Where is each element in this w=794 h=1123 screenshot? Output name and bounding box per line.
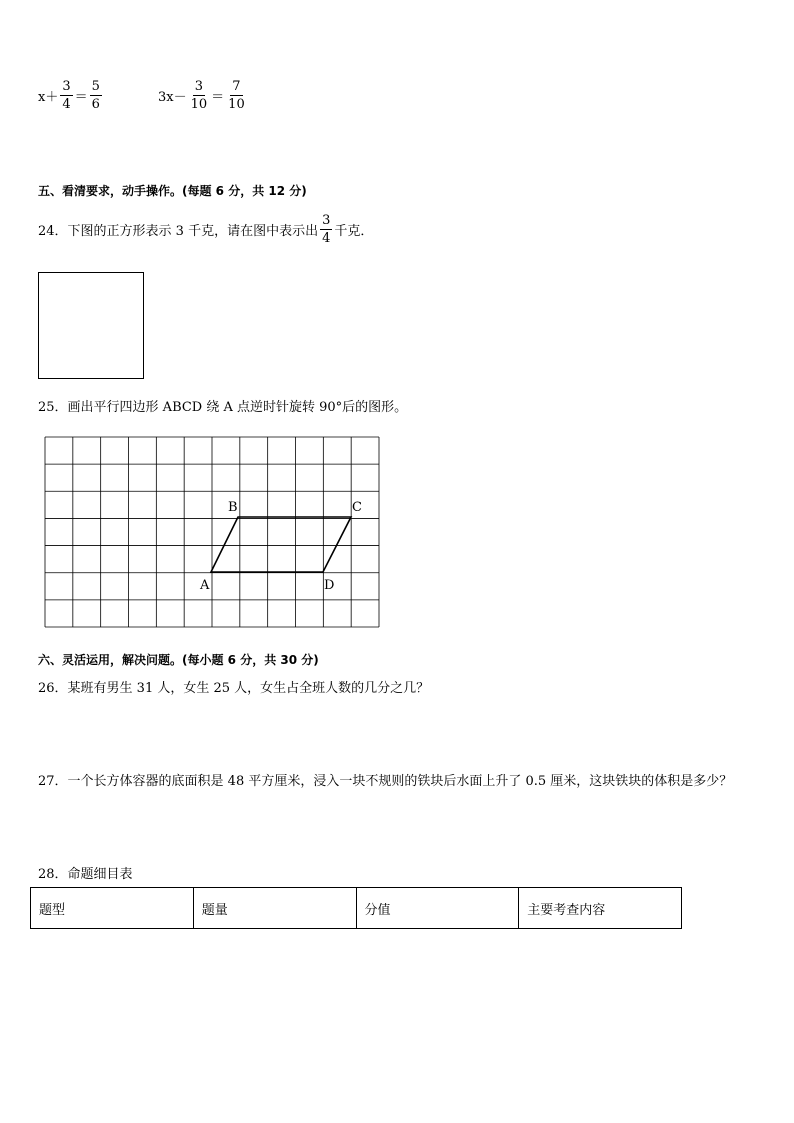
equation-1	[38, 80, 104, 111]
q24-frac-den: 4	[322, 231, 331, 246]
q24-text-after: 千克．	[334, 224, 374, 239]
eq1-fraction-a	[60, 80, 72, 111]
parallelogram-abcd	[211, 517, 351, 572]
square-box[interactable]	[38, 272, 144, 379]
eq2-prefix: 3x－	[158, 90, 187, 105]
eq1-frac-a-num: 3	[62, 79, 71, 94]
eq1-frac-b-num: 5	[91, 79, 100, 94]
table-header-cell: 分值	[356, 888, 519, 929]
q24-frac-num: 3	[322, 213, 331, 228]
grid-lines	[45, 437, 379, 627]
eq1-prefix: x＋	[38, 90, 59, 105]
eq2-frac-b-num: 7	[232, 79, 241, 94]
q24-fraction	[320, 214, 332, 245]
point-label-d: D	[324, 578, 335, 593]
detail-table	[30, 887, 682, 929]
eq2-frac-b-den: 10	[228, 97, 245, 112]
point-label-c: C	[352, 500, 362, 515]
eq1-frac-b-den: 6	[91, 97, 100, 112]
eq1-fraction-b	[90, 80, 102, 111]
section-6-heading: 六、灵活运用，解决问题。(每小题 6 分，共 30 分)	[38, 653, 319, 667]
table-header-cell: 题量	[193, 888, 356, 929]
question-27: 27．一个长方体容器的底面积是 48 平方厘米，浸入一块不规则的铁块后水面上升了 0.5 厘米，这块铁块的体积是多少？	[38, 774, 733, 789]
eq2-frac-a-den: 10	[190, 97, 208, 112]
equation-2	[158, 80, 249, 111]
eq2-fraction-b	[226, 80, 247, 111]
eq2-fraction-a	[189, 80, 210, 111]
table-header-cell: 主要考查内容	[519, 888, 682, 929]
section-5-heading: 五、看清要求，动手操作。(每题 6 分，共 12 分)	[38, 184, 307, 198]
point-label-b: B	[228, 500, 238, 515]
q24-text-before: 24．下图的正方形表示 3 千克，请在图中表示出	[38, 224, 319, 239]
grid-figure[interactable]	[44, 436, 380, 628]
eq2-frac-a-num: 3	[194, 79, 204, 94]
point-label-a: A	[200, 578, 210, 593]
question-25: 25．画出平行四边形 ABCD 绕 A 点逆时针旋转 90°后的图形。	[38, 400, 408, 415]
eq1-equals: ＝	[74, 90, 88, 105]
eq1-frac-a-den: 4	[62, 97, 71, 112]
question-24	[38, 214, 373, 245]
question-26: 26．某班有男生 31 人，女生 25 人，女生占全班人数的几分之几？	[38, 681, 430, 696]
eq2-equals: ＝	[211, 90, 225, 105]
table-header-row	[31, 888, 682, 929]
question-28: 28．命题细目表	[38, 867, 133, 882]
table-header-cell: 题型	[31, 888, 194, 929]
